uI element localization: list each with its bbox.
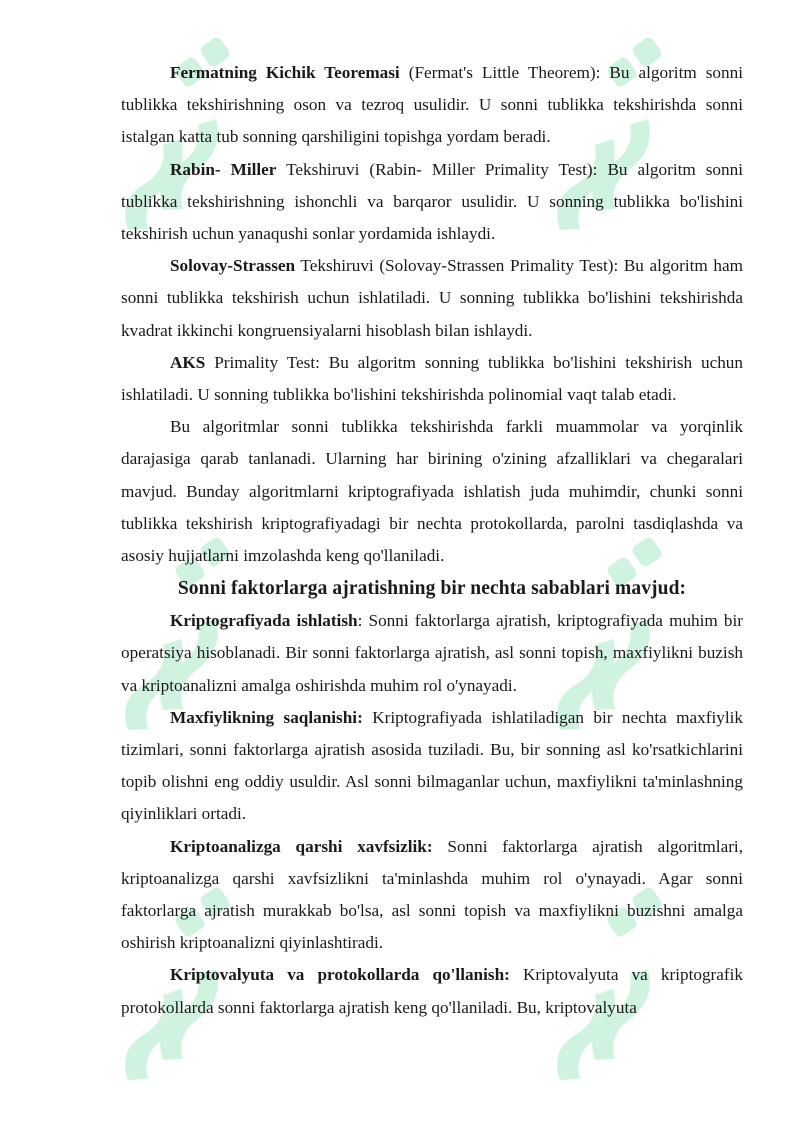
document-page xyxy=(121,57,743,1024)
reason-privacy xyxy=(121,702,743,831)
paragraph-fermat xyxy=(121,57,743,154)
term-privacy: Maxfiylikning saqlanishi: xyxy=(170,707,363,727)
paragraph-rabin-miller xyxy=(121,154,743,251)
term-cryptography: Kriptografiyada ishlatish xyxy=(170,611,358,631)
paragraph-text: Tekshiruvi (Rabin- Miller Primality Test): Bu algoritm sonni tublikka tekshirishning ishonchli va barqaror usulidir. U sonning tublikka bo'lishini tekshirish uchun yanaqushi sonlar yordamida ishlaydi. xyxy=(121,159,743,244)
paragraph-text: Bu algoritmlar sonni tublikka tekshirishda farkli muammolar va yorqinlik darajasiga qarab tanlanadi. Ularning har birining o'zining afzalliklari va chegaralari mavjud. Bunday algoritmlarni kriptografiyada ishlatish juda muhimdir, chunki sonni tublikka tekshirish kriptografiyadagi bir nechta protokollarda, parolni tasdiqlashda va asosiy hujjatlarni imzolashda keng qo'llaniladi. xyxy=(121,417,743,566)
section-heading: Sonni faktorlarga ajratishning bir nechta sabablari mavjud: xyxy=(177,578,687,600)
term-cryptocurrency: Kriptovalyuta va protokollarda qo'llanish: xyxy=(170,965,510,985)
term-cryptanalysis: Kriptoanalizga qarshi xavfsizlik: xyxy=(170,836,433,856)
reason-cryptanalysis xyxy=(121,831,743,960)
paragraph-text: Primality Test: Bu algoritm sonning tublikka bo'lishini tekshirish uchun ishlatiladi. U sonning tublikka bo'lishini tekshirishda polinomial vaqt talab etadi. xyxy=(121,352,743,405)
paragraph-summary xyxy=(121,411,743,572)
term-aks: AKS xyxy=(170,352,206,372)
paragraph-solovay-strassen xyxy=(121,250,743,347)
paragraph-text: Kriptografiyada ishlatiladigan bir nechta maxfiylik tizimlari, sonni faktorlarga ajratish asosida tuziladi. Bu, bir sonning asl ko'rsatkichlarini topib olishni eng oddiy usuldir. Asl sonni bilmaganlar uchun, maxfiylikni ta'minlashning qiyinliklari ortadi. xyxy=(121,707,744,824)
term-fermat: Fermatning Kichik Teoremasi xyxy=(170,63,400,82)
paragraph-text: : Sonni faktorlarga ajratish, kriptografiyada muhim bir operatsiya hisoblanadi. Bir sonni faktorlarga ajratish, asl sonni topish, maxfiylikni buzish va kriptoanalizni amalga oshirishda muhim rol o'ynayadi. xyxy=(121,611,744,695)
reason-cryptocurrency xyxy=(121,959,743,1023)
paragraph-text: Sonni faktorlarga ajratish algoritmlari, kriptoanalizga qarshi xavfsizlikni ta'minlashda muhim rol o'ynayadi. Agar sonni faktorlarga ajratish murakkab bo'lsa, asl sonni topish va maxfiylikni buzishni amalga oshirish kriptoanalizni qiyinlashtiradi. xyxy=(121,836,743,953)
paragraph-text: Kriptovalyuta va kriptografik protokollarda sonni faktorlarga ajratish keng qo'llaniladi. Bu, kriptovalyuta xyxy=(121,965,744,1017)
paragraph-aks xyxy=(121,347,743,411)
reason-cryptography xyxy=(121,605,743,702)
term-rabin-miller: Rabin- Miller xyxy=(170,159,277,179)
paragraph-text: (Fermat's Little Theorem): Bu algoritm sonni tublikka tekshirishning oson va tezroq usulidir. U sonni tublikka tekshirishda sonni istalgan katta tub sonning qarshiligini topishga yordam beradi. xyxy=(121,63,743,147)
paragraph-text: Tekshiruvi (Solovay-Strassen Primality Test): Bu algoritm ham sonni tublikka tekshirish uchun ishlatiladi. U sonning tublikka bo'lishini tekshirishda kvadrat ikkinchi kongruensiyalarni hisoblash bilan ishlaydi. xyxy=(121,256,743,340)
term-solovay-strassen: Solovay-Strassen xyxy=(170,256,296,276)
